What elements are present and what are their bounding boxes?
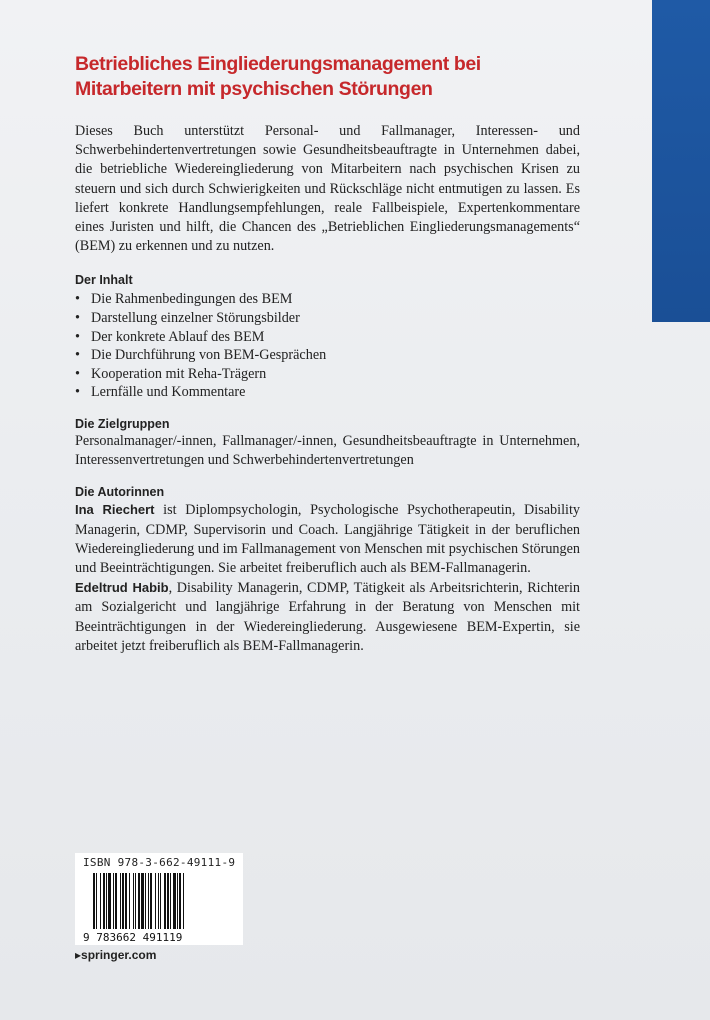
author-bio-habib: Edeltrud Habib, Disability Managerin, CDMP, Tätigkeit als Arbeitsrichterin, Richterin am Sozialgericht und langjährige Erfahrung in der Beratung von Menschen mit Beeinträchtigungen in der Wiedereingliederung. Ausgewiesene BEM-Expertin, sie arbeitet jetzt freiberuflich als BEM-Fallmanagerin. — [75, 580, 580, 654]
bullet-icon: • — [75, 384, 80, 401]
barcode-bar — [170, 873, 171, 929]
list-item: • Darstellung einzelner Störungsbilder — [75, 310, 300, 327]
barcode-bar — [158, 873, 159, 929]
author-name: Edeltrud Habib — [75, 580, 169, 596]
barcode-bar — [106, 873, 107, 929]
barcode-bar — [93, 873, 95, 929]
list-item: • Die Durchführung von BEM-Gesprächen — [75, 347, 327, 364]
barcode-bar — [108, 873, 111, 929]
barcode-bar — [179, 873, 181, 929]
barcode-bar — [141, 873, 144, 929]
zielgruppen-heading: Die Zielgruppen — [75, 416, 170, 431]
barcode-bar — [145, 873, 146, 929]
back-cover-text — [75, 52, 580, 656]
isbn-barcode-box — [75, 853, 243, 945]
list-item: • Die Rahmenbedingungen des BEM — [75, 291, 293, 308]
springer-link[interactable]: ▸springer.com — [75, 948, 157, 962]
barcode-bar — [164, 873, 166, 929]
barcode-bar — [150, 873, 152, 929]
book-title: Betriebliches Eingliederungsmanagement bei Mitarbeitern mit psychischen Störungen — [75, 53, 481, 100]
inhalt-list — [75, 290, 580, 402]
barcode-bar — [125, 873, 127, 929]
blue-color-band — [652, 0, 710, 322]
barcode-bar — [133, 873, 134, 929]
barcode-bar — [135, 873, 136, 929]
list-item: • Der konkrete Ablauf des BEM — [75, 328, 265, 345]
barcode-bar — [148, 873, 149, 929]
barcode-bar — [138, 873, 140, 929]
list-item: • Kooperation mit Reha-Trägern — [75, 365, 267, 382]
autorinnen-heading: Die Autorinnen — [75, 485, 165, 500]
list-item: • Lernfälle und Kommentare — [75, 384, 246, 401]
inhalt-heading: Der Inhalt — [75, 273, 133, 288]
barcode-bar — [177, 873, 178, 929]
bullet-icon: • — [75, 347, 80, 364]
barcode-bar — [120, 873, 121, 929]
bullet-icon: • — [75, 365, 80, 382]
bullet-icon: • — [75, 310, 80, 327]
barcode-bar — [155, 873, 156, 929]
barcode-bar — [103, 873, 105, 929]
barcode-bar — [113, 873, 114, 929]
barcode-bar — [167, 873, 169, 929]
barcode-bar — [96, 873, 97, 929]
barcode-bar — [129, 873, 130, 929]
barcode-icon — [83, 873, 235, 943]
author-name: Ina Riechert — [75, 502, 155, 518]
bullet-icon: • — [75, 291, 80, 308]
barcode-bar — [115, 873, 117, 929]
barcode-bar — [100, 873, 101, 929]
author-bio-riechert: Ina Riechert ist Diplompsychologin, Psychologische Psychotherapeutin, Disability Managerin, CDMP, Supervisorin und Coach. Langjährige Tätigkeit in der beruflichen Wiedereingliederung und im Fallmanagement von Menschen mit psychischen Störungen und Beeinträchtigungen. Sie arbeitet freiberuflich auch als BEM-Fallmanagerin. — [75, 502, 580, 576]
isbn-label: ISBN 978-3-662-49111-9 — [83, 856, 236, 869]
book-description: Dieses Buch unterstützt Personal- und Fallmanager, Interessen- und Schwerbehindertenvertretungen sowie Gesundheitsbeauftragte in Unternehmen dabei, die betriebliche Wiedereingliederung von Mitarbeitern nach psychischen Krisen zu steuern und sich durch Schwierigkeiten und Rückschläge nicht entmutigen zu lassen. Es liefert konkrete Handlungsempfehlungen, reale Fallbeispiele, Expertenkommentare eines Juristen und hilft, die Chancen des „Betrieblichen Eingliederungsmanagements“ (BEM) zu erkennen und zu nutzen. — [75, 123, 580, 255]
barcode-digits: 9 783662 491119 — [83, 931, 183, 943]
barcode-bar — [160, 873, 161, 929]
barcode-bar — [173, 873, 176, 929]
zielgruppen-text: Personalmanager/-innen, Fallmanager/-innen, Gesundheitsbeauftragte in Unternehmen, Interessenvertretungen und Schwerbehindertenvertretungen — [75, 432, 580, 469]
barcode-bar — [183, 873, 184, 929]
bullet-icon: • — [75, 328, 80, 345]
barcode-bar — [122, 873, 124, 929]
